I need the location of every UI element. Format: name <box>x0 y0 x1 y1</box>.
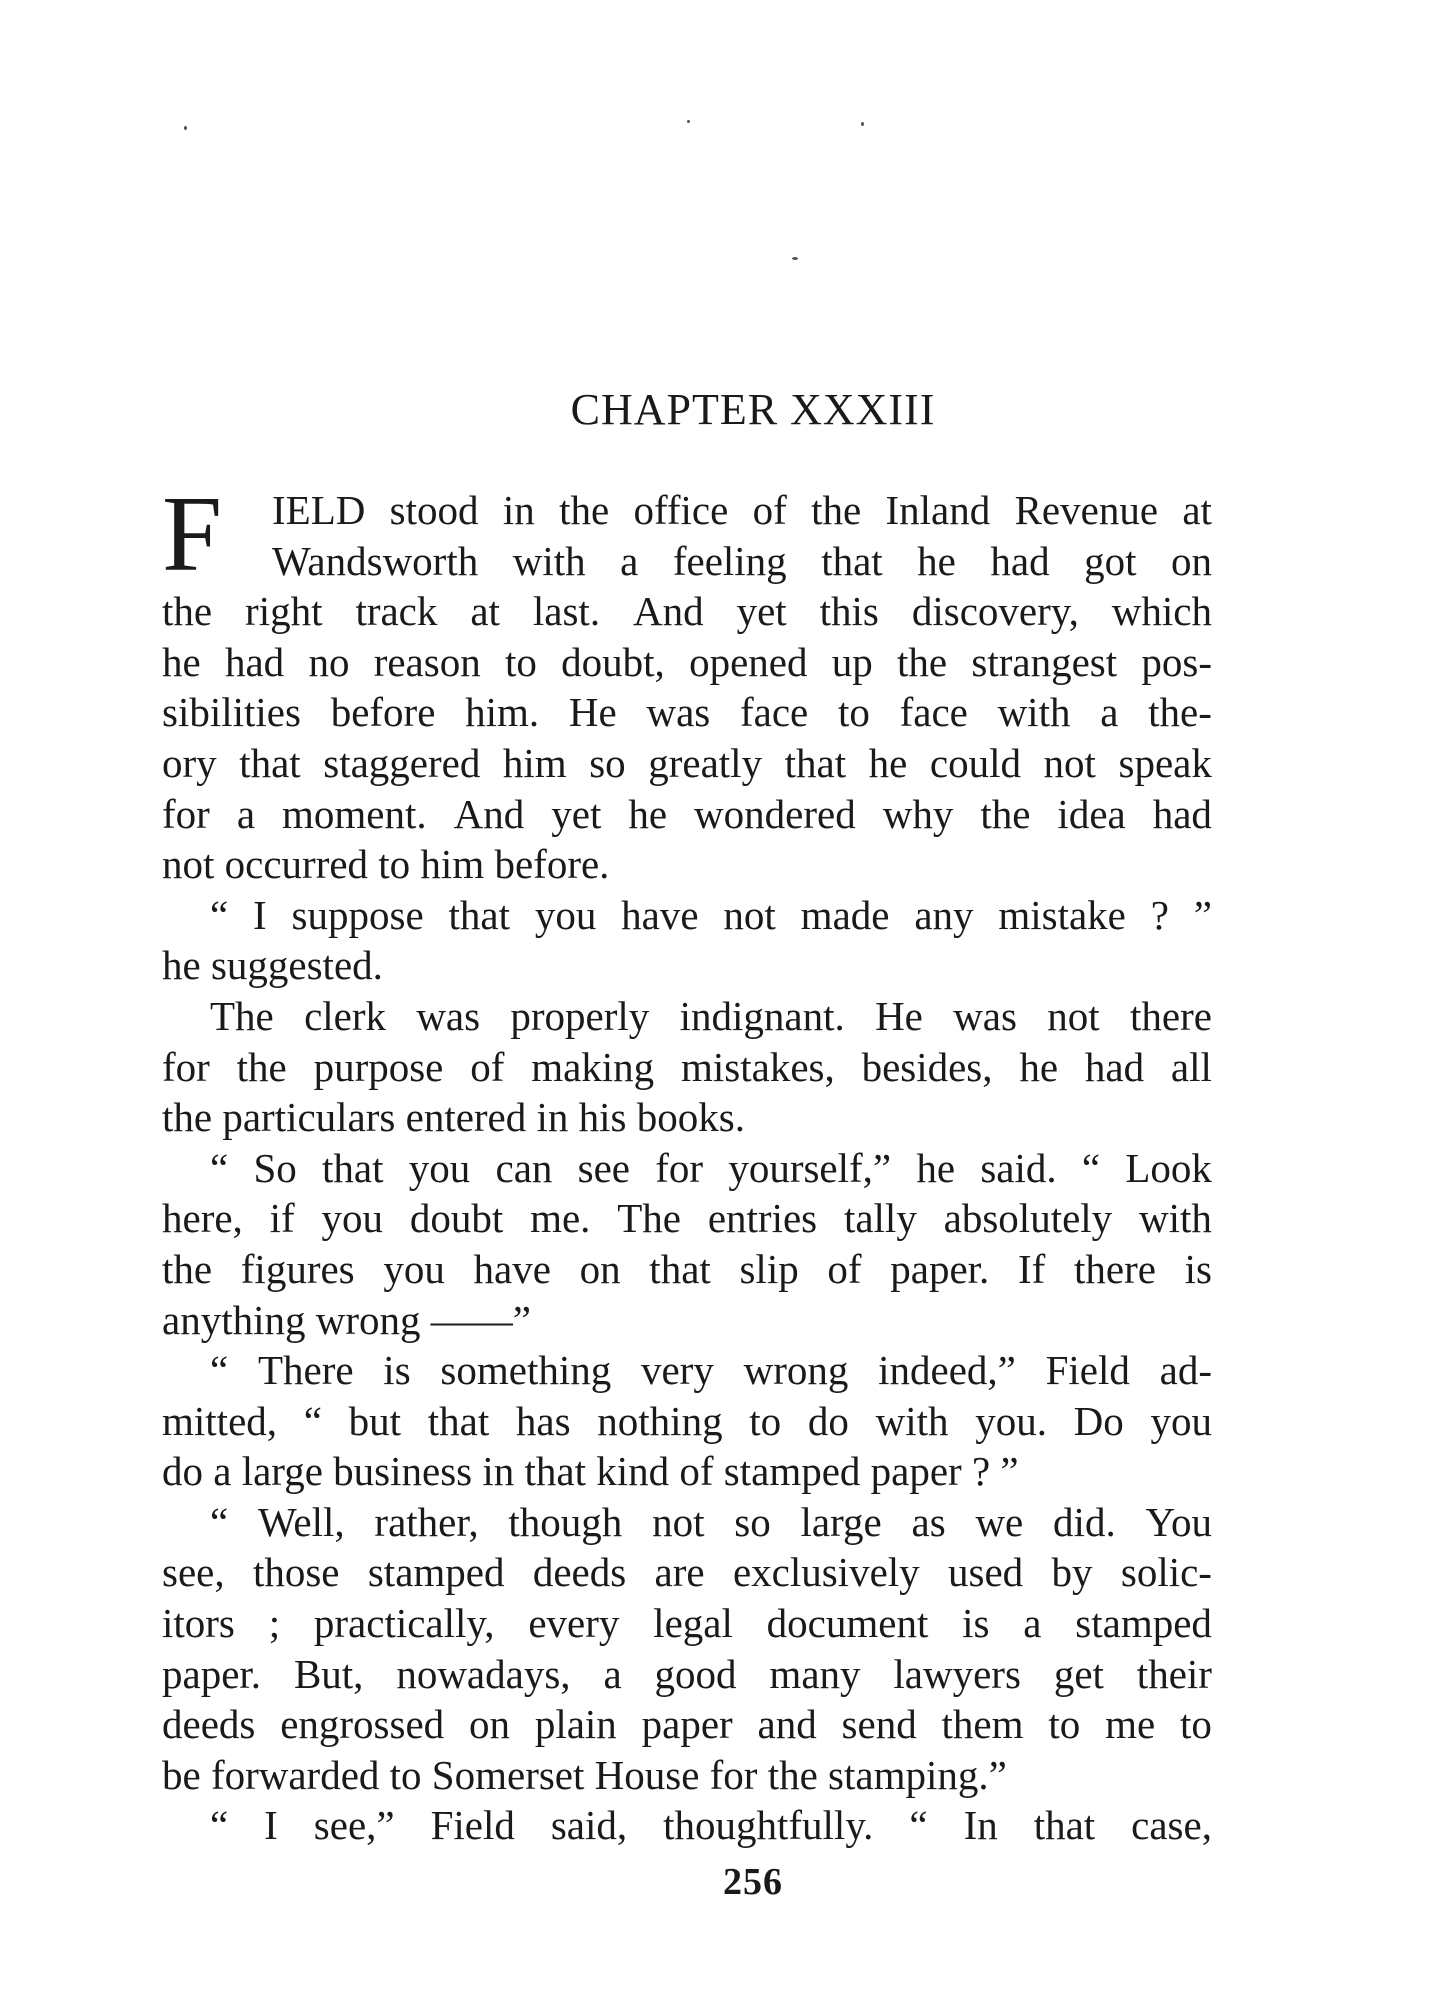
text-line: see, those stamped deeds are exclusively used by solic- <box>162 1549 1212 1596</box>
text-line: deeds engrossed on plain paper and send them to me to <box>162 1701 1212 1748</box>
text-line: not occurred to him before. <box>162 841 610 888</box>
text-line: mitted, “ but that has nothing to do with you. Do you <box>162 1397 1212 1444</box>
text-line: “ I suppose that you have not made any mistake ? ” <box>210 891 1212 938</box>
text-line: ory that staggered him so greatly that he could not speak <box>162 739 1212 786</box>
text-line: be forwarded to Somerset House for the stamping.” <box>162 1751 1007 1798</box>
text-line: sibilities before him. He was face to face with a the- <box>162 689 1212 736</box>
print-speck <box>184 126 187 130</box>
text-line: paper. But, nowadays, a good many lawyers get their <box>162 1650 1212 1697</box>
text-line: here, if you doubt me. The entries tally absolutely with <box>162 1195 1212 1242</box>
text-line: the particulars entered in his books. <box>162 1094 745 1141</box>
text-line: Wandsworth with a feeling that he had got on <box>272 537 1212 584</box>
text-line: the figures you have on that slip of paper. If there is <box>162 1245 1212 1292</box>
text-line: IELD stood in the office of the Inland Revenue at <box>272 487 1212 533</box>
chapter-title: CHAPTER XXXIII <box>570 385 936 434</box>
text-line: The clerk was properly indignant. He was not there <box>210 992 1212 1039</box>
print-speck <box>861 122 864 126</box>
print-speck <box>687 120 690 123</box>
text-line: “ There is something very wrong indeed,” Field ad- <box>210 1347 1212 1394</box>
print-speck <box>792 257 798 260</box>
text-line: “ Well, rather, though not so large as we did. You <box>210 1498 1212 1545</box>
text-line: for a moment. And yet he wondered why the idea had <box>162 790 1212 837</box>
text-line: he suggested. <box>162 942 383 989</box>
text-line: anything wrong ——” <box>162 1296 531 1343</box>
text-line: the right track at last. And yet this discovery, which <box>162 588 1212 635</box>
page-number: 256 <box>723 1861 783 1903</box>
text-line: itors ; practically, every legal document is a stamped <box>162 1600 1212 1647</box>
chapter-body <box>162 475 1212 1851</box>
text-line: “ I see,” Field said, thoughtfully. “ In that case, <box>210 1802 1212 1849</box>
text-line: “ So that you can see for yourself,” he said. “ Look <box>210 1144 1212 1191</box>
drop-cap: F <box>162 475 223 594</box>
text-line: for the purpose of making mistakes, besides, he had all <box>162 1043 1212 1090</box>
text-line: he had no reason to doubt, opened up the strangest pos- <box>162 638 1212 685</box>
text-line: do a large business in that kind of stamped paper ? ” <box>162 1448 1019 1495</box>
